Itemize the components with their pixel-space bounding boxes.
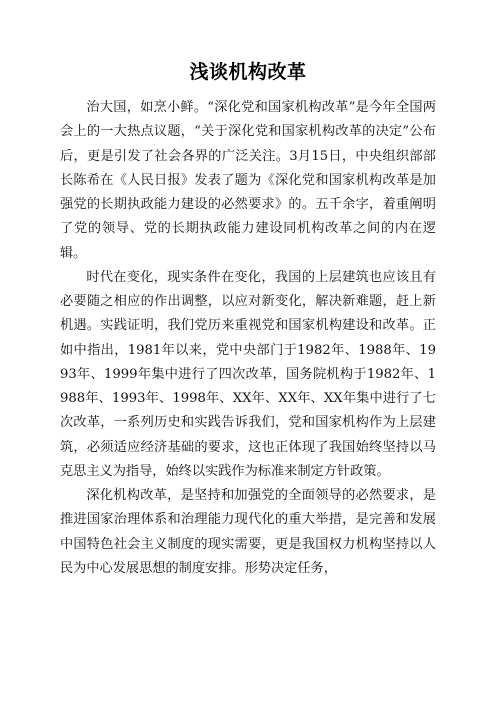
paragraph: 治大国，如烹小鲜。“深化党和国家机构改革”是今年全国两会上的一大热点议题，“关于深化党和国家机构改革的决定”公布后，更是引发了社会各界的广泛关注。3月15日，中央组织部部长陈希在《人民日报》发表了题为《深化党和国家机构改革是加强党的长期执政能力建设的必然要求》的。五千余字，着重阐明了党的领导、党的长期执政能力建设同机构改革之间的内在逻辑。 <box>60 100 436 261</box>
paragraph: 时代在变化，现实条件在变化，我国的上层建筑也应该且有必要随之相应的作出调整，以应对新变化，解决新难题，赶上新机遇。实践证明，我们党历来重视党和国家机构建设和改革。正如中指出，1981年以来，党中央部门于1982年、1988年、1993年、1999年集中进行了四次改革，国务院机构于1982年、1988年、1993年、1998年、XX年、XX年、XX年集中进行了七次改革，一系列历史和实践告诉我们，党和国家机构作为上层建筑，必须适应经济基础的要求，这也正体现了我国始终坚持以马克思主义为指导，始终以实践作为标准来制定方针政策。 <box>60 269 436 479</box>
document-title: 浅谈机构改革 <box>189 61 307 83</box>
paragraph: 深化机构改革，是坚持和加强党的全面领导的必然要求，是推进国家治理体系和治理能力现代化的重大举措，是完善和发展中国特色社会主义制度的现实需要，更是我国权力机构坚持以人民为中心发展思想的制度安排。形势决定任务， <box>60 488 436 576</box>
document-body <box>60 96 436 581</box>
